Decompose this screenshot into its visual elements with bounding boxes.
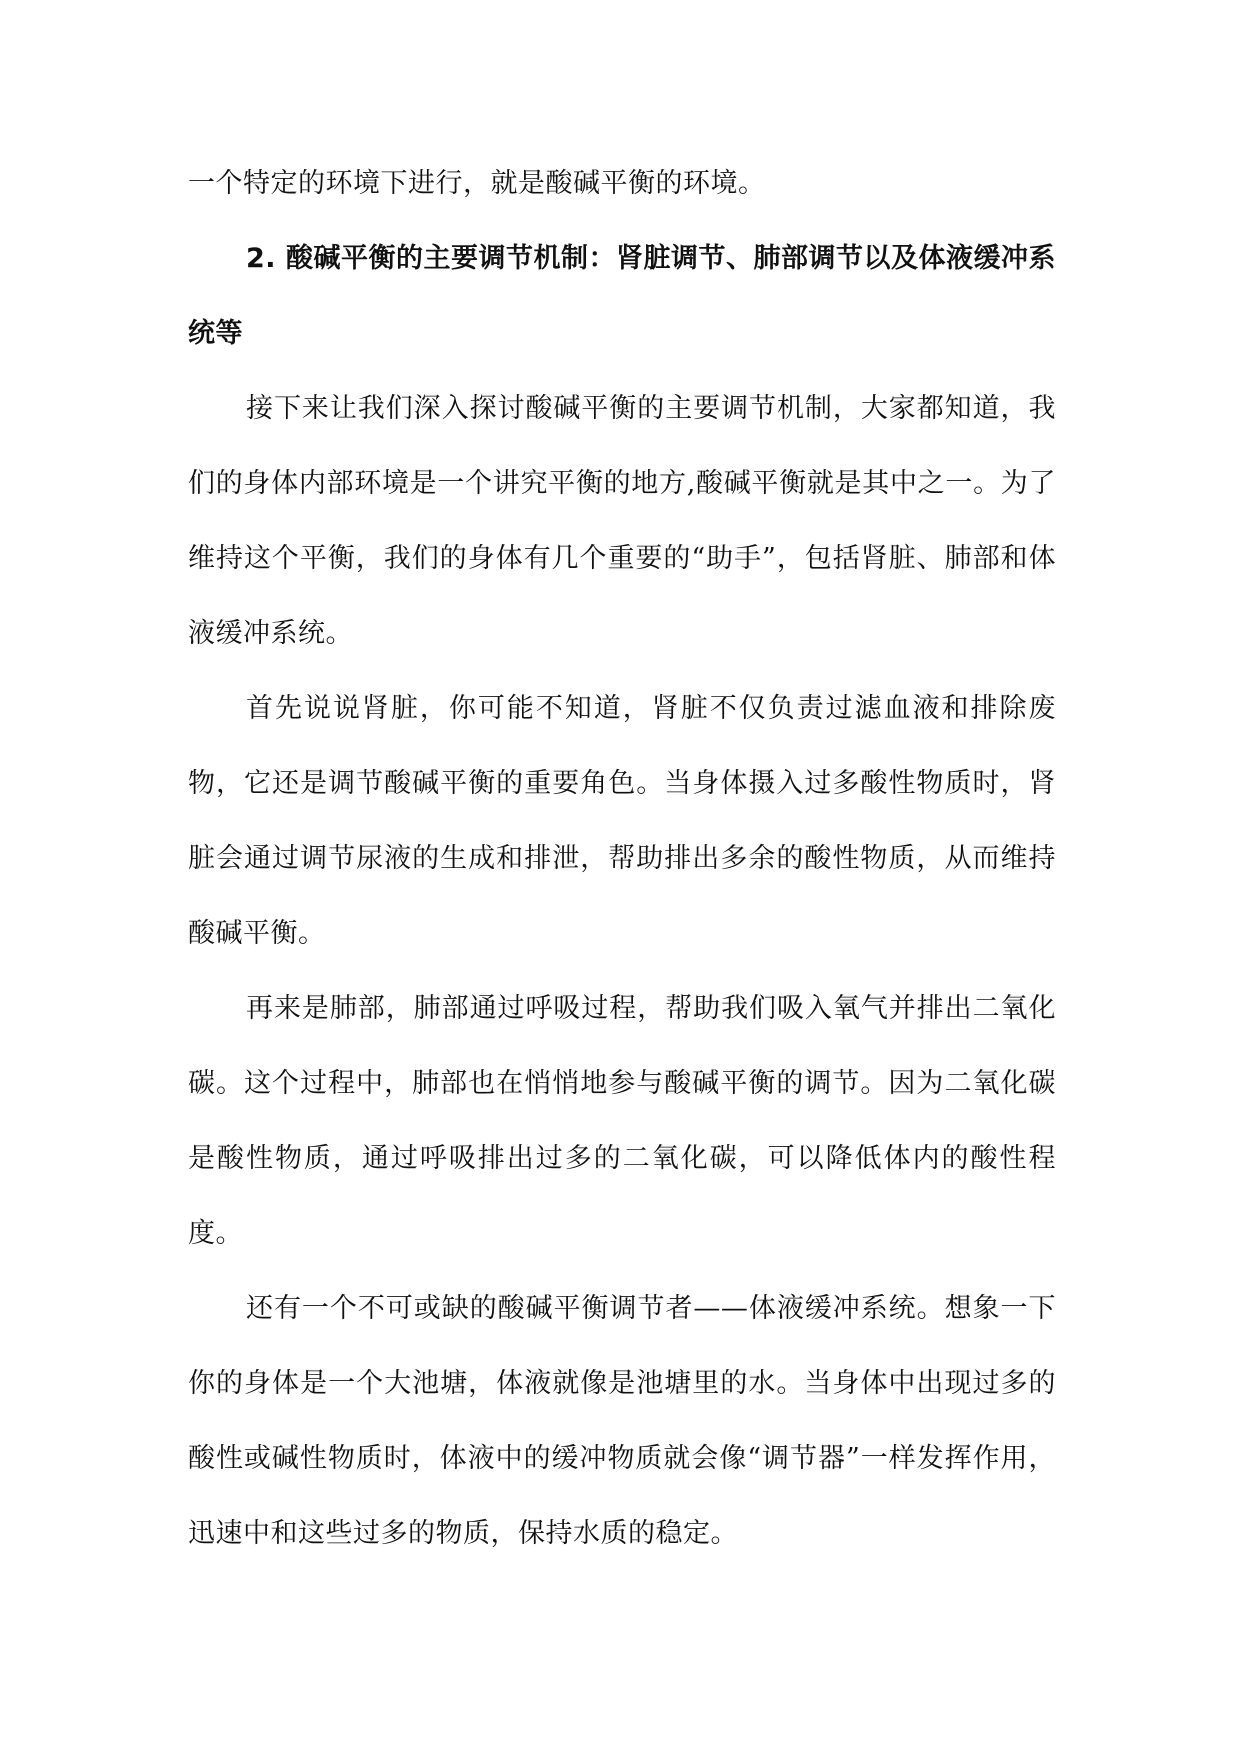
paragraph-lung: 再来是肺部，肺部通过呼吸过程，帮助我们吸入氧气并排出二氧化碳。这个过程中，肺部也在悄悄地参与酸碱平衡的调节。因为二氧化碳是酸性物质，通过呼吸排出过多的二氧化碳，可以降低体内的酸性程度。 xyxy=(188,993,1056,1249)
paragraph-kidney: 首先说说肾脏，你可能不知道，肾脏不仅负责过滤血液和排除废物，它还是调节酸碱平衡的重要角色。当身体摄入过多酸性物质时，肾脏会通过调节尿液的生成和排泄，帮助排出多余的酸性物质，从而维持酸碱平衡。 xyxy=(188,693,1056,949)
paragraph-continuation: 一个特定的环境下进行，就是酸碱平衡的环境。 xyxy=(188,168,766,199)
paragraph-intro: 接下来让我们深入探讨酸碱平衡的主要调节机制，大家都知道，我们的身体内部环境是一个讲究平衡的地方,酸碱平衡就是其中之一。为了维持这个平衡，我们的身体有几个重要的“助手”，包括肾脏、肺部和体液缓冲系统。 xyxy=(188,393,1056,649)
document-body xyxy=(188,146,1056,1571)
paragraph-buffer-system: 还有一个不可或缺的酸碱平衡调节者——体液缓冲系统。想象一下你的身体是一个大池塘，体液就像是池塘里的水。当身体中出现过多的酸性或碱性物质时，体液中的缓冲物质就会像“调节器”一样发挥作用，迅速中和这些过多的物质，保持水质的稳定。 xyxy=(188,1293,1056,1549)
section-heading: 2. 酸碱平衡的主要调节机制：肾脏调节、肺部调节以及体液缓冲系统等 xyxy=(188,243,1056,349)
